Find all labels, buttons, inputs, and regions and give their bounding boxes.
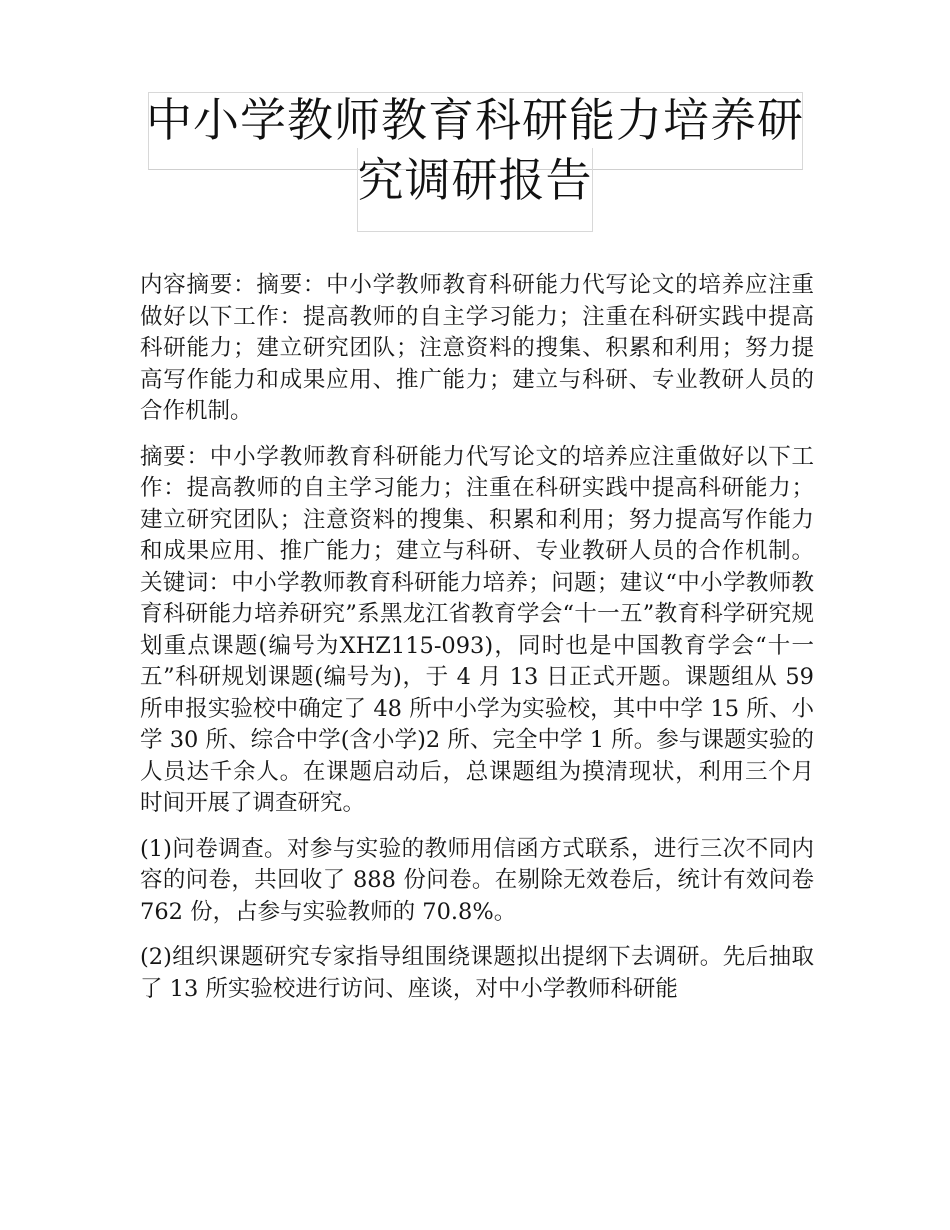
survey-item-paragraph: (2)组织课题研究专家指导组围绕课题拟出提纲下去调研。先后抽取了 13 所实验校进行访问、座谈，对中小学教师科研能 [140,944,814,1002]
document-body [140,270,814,1019]
abstract-summary-paragraph: 内容摘要：摘要：中小学教师教育科研能力代写论文的培养应注重做好以下工作：提高教师的自主学习能力；注重在科研实践中提高科研能力；建立研究团队；注意资料的搜集、积累和利用；努力提高写作能力和成果应用、推广能力；建立与科研、专业教研人员的合作机制。 [140,272,814,424]
abstract-paragraph: 摘要：中小学教师教育科研能力代写论文的培养应注重做好以下工作：提高教师的自主学习能力；注重在科研实践中提高科研能力；建立研究团队；注意资料的搜集、积累和利用；努力提高写作能力和成果应用、推广能力；建立与科研、专业教研人员的合作机制。关键词：中小学教师教育科研能力培养；问题；建议“中小学教师教育科研能力培养研究”系黑龙江省教育学会“十一五”教育科学研究规划重点课题(编号为XHZ115-093)，同时也是中国教育学会“十一五”科研规划课题(编号为)，于 4 月 13 日正式开题。课题组从 59 所申报实验校中确定了 48 所中小学为实验校，其中中学 15 所、小学 30 所、综合中学(含小学)2 所、完全中学 1 所。参与课题实验的人员达千余人。在课题启动后，总课题组为摸清现状，利用三个月时间开展了调查研究。 [140,443,814,816]
document-title: 中小学教师教育科研能力培养研究调研报告 [146,93,804,207]
survey-item-paragraph: (1)问卷调查。对参与实验的教师用信函方式联系，进行三次不同内容的问卷，共回收了 888 份问卷。在剔除无效卷后，统计有效问卷 762 份，占参与实验教师的 70.8%。 [140,835,814,925]
